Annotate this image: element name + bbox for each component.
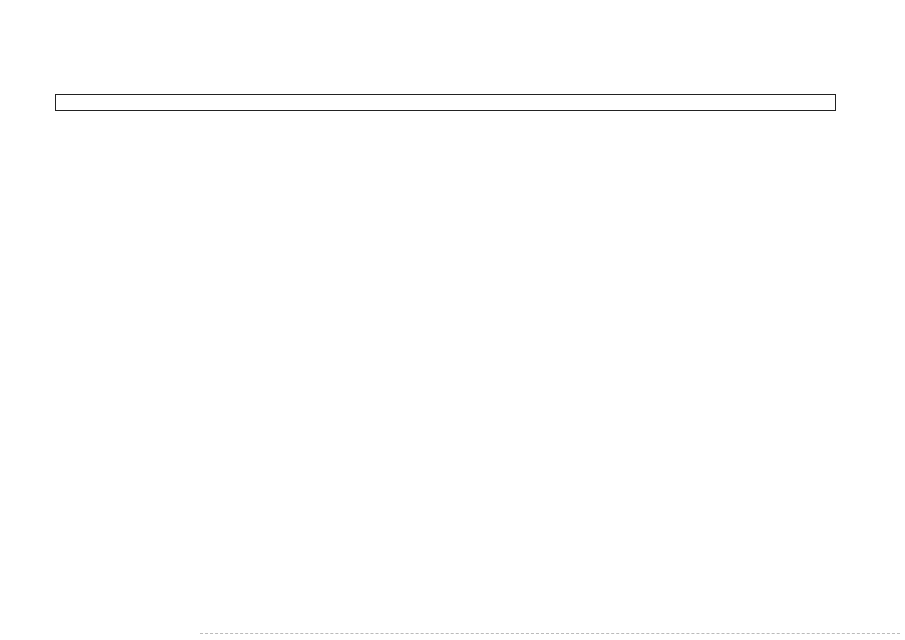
bottom-rule: [200, 633, 900, 634]
table-header: [55, 94, 836, 111]
